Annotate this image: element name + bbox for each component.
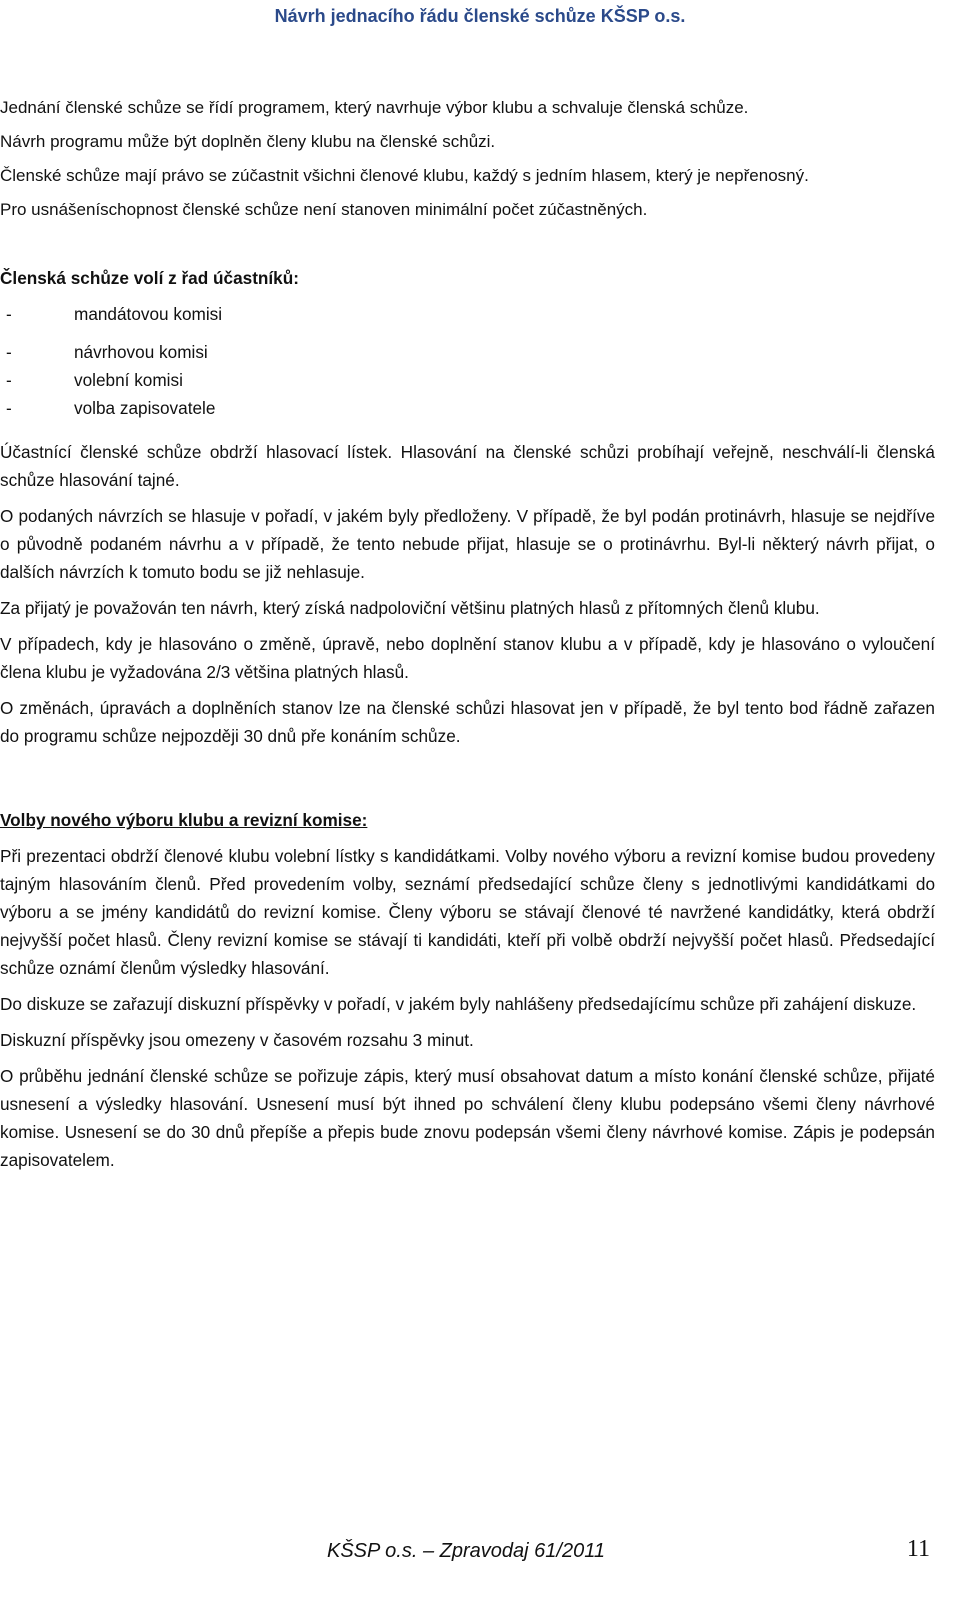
intro-paragraph-3: Členské schůze mají právo se zúčastnit všichni členové klubu, každý s jedním hlasem, který je nepřenosný.: [0, 166, 809, 185]
voting-paragraph-5: O změnách, úpravách a doplněních stanov lze na členské schůzi hlasovat jen v případě, že byl tento bod řádně zařazen do programu schůze nejpozději 30 dnů pře konáním schůze.: [0, 698, 935, 746]
election-item-label: návrhovou komisi: [74, 342, 208, 362]
election-list-item: [0, 394, 935, 422]
list-dash: -: [6, 398, 12, 418]
intro-paragraph-2: Návrh programu může být doplněn členy klubu na členské schůzi.: [0, 132, 496, 151]
election-item-label: mandátovou komisi: [74, 304, 223, 324]
committee-paragraph-1: Při prezentaci obdrží členové klubu volební lístky s kandidátkami. Volby nového výboru a revizní komise budou provedeny tajným hlasováním členů. Před provedením volby, seznámí předsedající schůze členy s jednotlivými kandidátkami do výboru a se jmény kandidátů do revizní komise. Členy výboru se stávají členové té navržené kandidátky, která obdrží nejvyšší počet hlasů. Členy revizní komise se stávají ti kandidáti, kteří při volbě obdrží nejvyšší počet hlasů. Předsedající schůze oznámí členům výsledky hlasování.: [0, 846, 935, 978]
committee-paragraph-3: Diskuzní příspěvky jsou omezeny v časovém rozsahu 3 minut.: [0, 1030, 474, 1050]
committee-paragraph-2: Do diskuze se zařazují diskuzní příspěvky v pořadí, v jakém byly nahlášeny předsedajícímu schůze při zahájení diskuze.: [0, 994, 917, 1014]
election-list-item: [0, 366, 935, 394]
list-dash: -: [6, 304, 12, 324]
committee-paragraph-4: O průběhu jednání členské schůze se pořizuje zápis, který musí obsahovat datum a místo konání členské schůze, přijaté usnesení a výsledky hlasování. Usnesení musí být ihned po schválení členy klubu podepsáno všemi členy návrhové komise. Usnesení se do 30 dnů přepíše a přepis bude znovu podepsán všemi členy návrhové komise. Zápis je podepsán zapisovatelem.: [0, 1066, 935, 1170]
footer-publication: KŠSP o.s. – Zpravodaj 61/2011: [327, 1540, 605, 1562]
election-list-item: [0, 338, 935, 366]
page-header-title: Návrh jednacího řádu členské schůze KŠSP o.s.: [274, 6, 686, 26]
committee-heading: Volby nového výboru klubu a revizní komise:: [0, 810, 368, 830]
voting-paragraph-4: V případech, kdy je hlasováno o změně, úpravě, nebo doplnění stanov klubu a v případě, kdy je hlasováno o vyloučení člena klubu je vyžadována 2/3 většina platných hlasů.: [0, 634, 935, 682]
document-body: [0, 94, 935, 1174]
election-list: [0, 300, 935, 422]
page-number: 11: [906, 1536, 930, 1562]
voting-paragraph-3: Za přijatý je považován ten návrh, který získá nadpoloviční většinu platných hlasů z přítomných členů klubu.: [0, 598, 820, 618]
election-heading: Členská schůze volí z řad účastníků:: [0, 268, 299, 288]
intro-paragraph-1: Jednání členské schůze se řídí programem, který navrhuje výbor klubu a schvaluje členská schůze.: [0, 98, 749, 117]
list-dash: -: [6, 370, 12, 390]
election-item-label: volba zapisovatele: [74, 398, 216, 418]
voting-paragraph-1: Účastnící členské schůze obdrží hlasovací lístek. Hlasování na členské schůzi probíhají veřejně, neschválí-li členská schůze hlasování tajné.: [0, 442, 935, 490]
election-item-label: volební komisi: [74, 370, 183, 390]
election-list-item: [0, 300, 935, 328]
list-dash: -: [6, 342, 12, 362]
page-footer: [0, 1536, 960, 1580]
intro-paragraph-4: Pro usnášeníschopnost členské schůze není stanoven minimální počet zúčastněných.: [0, 200, 648, 219]
voting-paragraph-2: O podaných návrzích se hlasuje v pořadí, v jakém byly předloženy. V případě, že byl podán protinávrh, hlasuje se nejdříve o původně podaném návrhu a v případě, že tento nebude přijat, hlasuje se o protinávrhu. Byl-li některý návrh přijat, o dalších návrzích k tomuto bodu se již nehlasuje.: [0, 506, 935, 582]
